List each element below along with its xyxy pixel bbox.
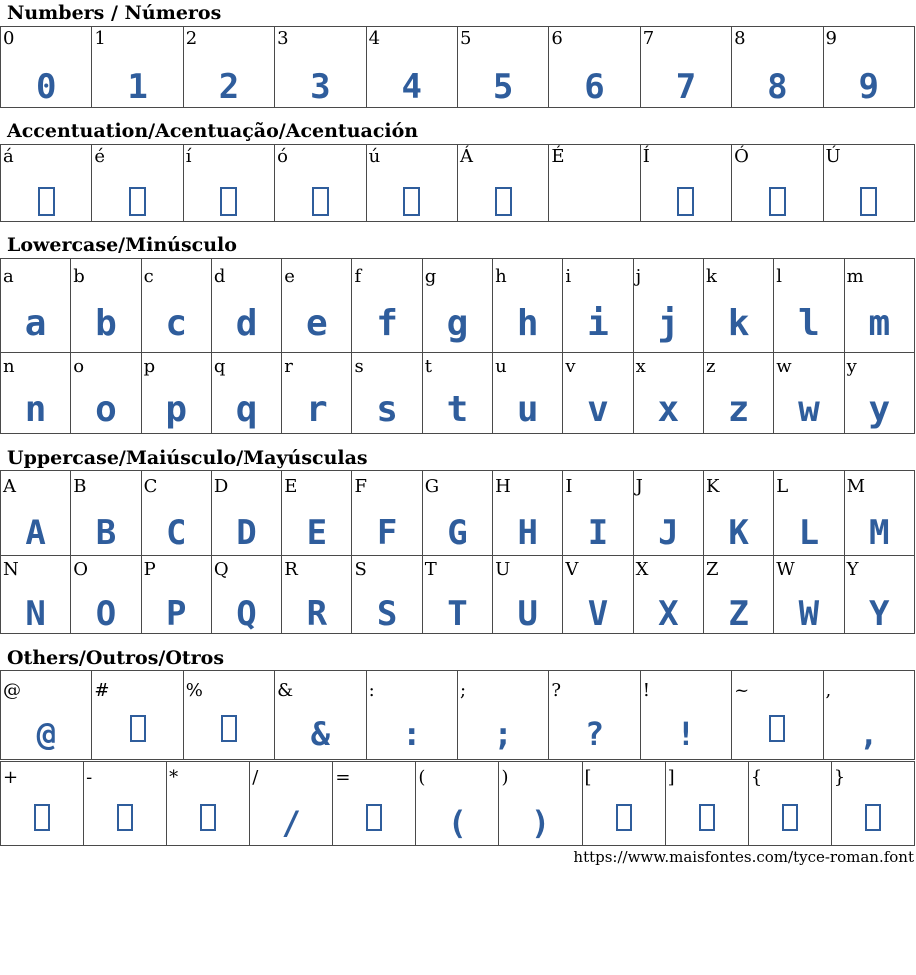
character-label: h [495,266,507,287]
character-label: G [424,476,440,497]
character-label: C [143,476,158,497]
character-label: Z [705,559,719,580]
glyph-cell [844,471,914,556]
glyph-sample: 7 [675,67,697,107]
character-label: i [565,266,572,287]
glyph-cell [582,762,665,846]
glyph-cell [71,259,141,353]
character-label: b [73,266,85,287]
glyph-cell [774,259,844,353]
character-label: f [354,266,362,287]
glyph-cell [211,353,281,434]
character-label: I [565,476,573,497]
glyph-cell [211,556,281,634]
missing-glyph-box [824,187,914,220]
character-label: R [284,559,298,580]
character-label: U [495,559,511,580]
glyph-sample: l [798,303,820,344]
glyph-sample: j [657,303,680,344]
glyph-cell [703,259,773,353]
glyph-cell [422,353,492,434]
glyph-cell [141,556,211,634]
character-label: Q [213,559,229,580]
character-label: ú [368,146,381,167]
glyph-sample: 9 [858,67,879,107]
character-label: j [635,266,642,287]
character-label: á [3,146,14,167]
glyph-cell [141,259,211,353]
character-label: Á [459,146,473,167]
glyph-sample: ( [447,804,468,842]
glyph-cell [1,762,84,846]
glyph-cell [703,556,773,634]
glyph-sample: 4 [401,67,422,107]
glyph-sample: w [798,389,820,430]
glyph-cell [563,471,633,556]
glyph-cell [1,145,92,222]
character-label: 6 [551,28,563,49]
section-title-numbers: Numbers / Números [7,2,222,24]
glyph-cell [563,556,633,634]
character-label: í [185,146,192,167]
character-label: z [705,356,716,377]
others-grid-row-2 [0,761,915,846]
character-label: K [705,476,720,497]
glyph-cell [250,762,333,846]
character-label: 1 [94,28,106,49]
glyph-sample: F [376,513,398,553]
glyph-cell [493,471,563,556]
character-label: É [551,146,565,167]
character-label: x [635,356,646,377]
glyph-sample: 3 [310,67,331,107]
glyph-cell [366,671,457,760]
section-title-lowercase: Lowercase/Minúsculo [7,234,237,256]
glyph-sample: 8 [767,67,788,107]
missing-glyph-box [749,804,831,835]
glyph-cell [633,259,703,353]
glyph-sample: R [306,594,328,634]
glyph-cell [823,671,914,760]
lowercase-grid [0,258,915,434]
glyph-sample: p [165,389,188,430]
character-label: ) [501,767,509,788]
character-label: V [565,559,579,580]
character-label: / [252,767,259,788]
glyph-cell [457,27,548,108]
glyph-cell [1,671,92,760]
character-label: c [143,266,154,287]
character-label: 7 [642,28,655,49]
glyph-cell [211,471,281,556]
glyph-sample: M [869,513,890,553]
character-label: k [705,266,717,287]
character-label: M [846,476,865,497]
glyph-cell [499,762,582,846]
glyph-sample: r [305,389,328,430]
missing-glyph-box [333,804,415,835]
glyph-sample: 5 [492,67,514,107]
character-label: ( [418,767,426,788]
glyph-cell [844,556,914,634]
grid-row [1,259,915,353]
character-label: @ [3,680,21,701]
section-title-accents: Accentuation/Acentuação/Acentuación [7,120,419,142]
uppercase-grid [0,470,915,634]
glyph-cell [640,145,731,222]
missing-glyph-box [732,187,822,220]
glyph-sample: J [658,513,679,553]
missing-glyph-box [84,804,166,835]
glyph-cell [211,259,281,353]
character-label: ~ [734,680,750,701]
missing-glyph-box [641,187,731,220]
character-label: [ [584,767,592,788]
character-label: B [73,476,87,497]
glyph-cell [183,27,274,108]
glyph-cell [141,353,211,434]
character-label: H [495,476,511,497]
character-label: J [635,476,643,497]
glyph-sample: P [166,594,187,634]
character-label: r [284,356,293,377]
character-label: w [776,356,792,377]
glyph-sample: g [446,303,469,344]
glyph-sample: ! [676,715,696,753]
glyph-sample: x [657,389,680,430]
character-label: 5 [459,28,472,49]
missing-glyph-box [732,715,822,746]
glyph-sample: C [166,513,187,553]
character-label: + [3,767,19,788]
glyph-cell [333,762,416,846]
glyph-cell [549,145,640,222]
glyph-sample: f [376,303,398,344]
glyph-sample: 2 [218,67,240,107]
glyph-cell [774,471,844,556]
glyph-sample: o [95,389,117,430]
glyph-cell [1,27,92,108]
character-label: % [185,680,203,701]
character-label: 2 [185,28,198,49]
character-label: a [3,266,14,287]
glyph-cell [282,259,352,353]
grid-row [1,27,915,108]
missing-glyph-box [367,187,457,220]
character-label: & [277,680,294,701]
glyph-sample: I [587,513,609,553]
glyph-sample: Z [728,594,749,634]
character-label: # [94,680,110,701]
grid-row [1,556,915,634]
glyph-cell [844,353,914,434]
glyph-sample: y [868,389,891,430]
character-label: y [846,356,857,377]
glyph-cell [493,556,563,634]
glyph-sample: s [376,389,398,430]
glyph-cell [732,27,823,108]
glyph-cell [493,353,563,434]
glyph-cell [549,671,640,760]
glyph-cell [457,671,548,760]
character-label: n [3,356,15,377]
glyph-sample: t [446,389,469,430]
character-label: ó [277,146,289,167]
character-label: e [284,266,295,287]
character-label: Ó [734,146,749,167]
missing-glyph-box [832,804,914,835]
glyph-cell [422,259,492,353]
character-label: 9 [825,28,837,49]
character-label: Y [846,559,859,580]
glyph-cell [1,353,71,434]
section-title-uppercase: Uppercase/Maiúsculo/Mayúsculas [7,447,368,469]
glyph-cell [416,762,499,846]
glyph-cell [183,145,274,222]
glyph-sample: W [798,594,820,634]
glyph-sample: q [235,389,258,430]
glyph-cell [831,762,914,846]
grid-row [1,671,915,760]
glyph-sample: & [310,715,330,753]
glyph-sample: D [236,513,257,553]
glyph-sample: ; [493,715,513,753]
glyph-cell [493,259,563,353]
character-label: o [73,356,85,377]
missing-glyph-box [583,804,665,835]
character-label: 3 [277,28,289,49]
glyph-cell [549,27,640,108]
character-label: T [424,559,437,580]
glyph-cell [92,145,183,222]
glyph-sample: z [727,389,750,430]
glyph-cell [275,27,366,108]
glyph-cell [633,556,703,634]
glyph-sample: 0 [35,67,57,107]
glyph-cell [282,556,352,634]
character-label: L [776,476,789,497]
glyph-cell [183,671,274,760]
missing-glyph-box [92,187,182,220]
character-label: , [825,680,832,701]
glyph-sample: @ [36,715,56,753]
glyph-cell [748,762,831,846]
character-label: 4 [368,28,381,49]
glyph-sample: : [402,715,422,753]
glyph-cell [422,471,492,556]
character-label: P [143,559,156,580]
glyph-sample: S [376,594,398,634]
character-label: p [143,356,156,377]
character-label: O [73,559,89,580]
missing-glyph-box [184,187,274,220]
grid-row [1,353,915,434]
glyph-cell [275,145,366,222]
glyph-sample: B [95,513,117,553]
glyph-sample: b [95,303,117,344]
glyph-sample: m [868,303,891,344]
glyph-cell [1,556,71,634]
glyph-cell [71,353,141,434]
glyph-sample: i [587,303,609,344]
glyph-sample: A [25,513,46,553]
glyph-sample: Y [869,594,890,634]
glyph-cell [774,556,844,634]
grid-row [1,471,915,556]
grid-row [1,145,915,222]
glyph-cell [366,145,457,222]
character-label: 0 [3,28,15,49]
glyph-sample: U [517,594,538,634]
character-label: { [750,767,763,788]
character-label: g [424,266,437,287]
glyph-cell [92,671,183,760]
glyph-sample: O [95,594,117,634]
glyph-cell [732,145,823,222]
glyph-sample: ) [530,804,551,842]
glyph-cell [703,353,773,434]
glyph-cell [84,762,167,846]
glyph-cell [71,556,141,634]
character-label: ; [459,680,467,701]
glyph-sample: K [728,513,749,553]
glyph-cell [282,471,352,556]
character-label: l [776,266,783,287]
character-label: D [213,476,229,497]
character-label: N [3,559,19,580]
character-label: v [565,356,576,377]
character-label: é [94,146,106,167]
glyph-sample: v [587,389,609,430]
character-label: u [495,356,507,377]
character-label: s [354,356,364,377]
glyph-cell [563,259,633,353]
glyph-cell [665,762,748,846]
glyph-sample: E [306,513,328,553]
missing-glyph-box [275,187,365,220]
character-label: F [354,476,367,497]
glyph-cell [703,471,773,556]
glyph-sample: u [516,389,539,430]
glyph-sample: V [587,594,609,634]
glyph-cell [457,145,548,222]
missing-glyph-box [666,804,748,835]
glyph-sample: L [798,513,820,553]
glyph-cell [275,671,366,760]
glyph-cell [422,556,492,634]
character-label: Ú [825,146,841,167]
glyph-sample: ? [584,715,605,753]
character-label: S [354,559,367,580]
character-label: - [86,767,93,788]
missing-glyph-box [167,804,249,835]
glyph-cell [640,671,731,760]
glyph-cell [732,671,823,760]
glyph-sample: n [24,389,47,430]
others-grid-row-1 [0,670,915,760]
character-label: W [776,559,795,580]
numbers-grid [0,26,915,108]
glyph-sample: T [447,594,468,634]
glyph-cell [71,471,141,556]
glyph-sample: c [165,303,188,344]
glyph-cell [352,353,422,434]
glyph-cell [141,471,211,556]
character-label: = [335,767,351,788]
character-label: X [635,559,649,580]
character-label: : [368,680,375,701]
font-source-link[interactable]: https://www.maisfontes.com/tyce-roman.font [573,848,914,866]
glyph-sample: G [447,513,468,553]
character-label: q [213,356,226,377]
glyph-sample: Q [236,594,257,634]
glyph-cell [823,145,914,222]
glyph-cell [563,353,633,434]
character-label: m [846,266,864,287]
character-label: A [3,476,16,497]
accents-grid [0,144,915,222]
glyph-sample: / [281,804,301,842]
glyph-sample: H [517,513,538,553]
glyph-sample: e [305,303,328,344]
glyph-sample: k [727,303,750,344]
missing-glyph-box [1,187,91,220]
glyph-cell [352,556,422,634]
glyph-sample: d [235,303,258,344]
character-label: 8 [734,28,746,49]
glyph-cell [1,259,71,353]
character-label: d [213,266,226,287]
glyph-cell [366,27,457,108]
glyph-cell [352,259,422,353]
missing-glyph-box [1,804,83,835]
character-label: * [169,767,179,788]
character-label: ! [642,680,650,701]
missing-glyph-box [184,715,274,746]
character-label: } [833,767,846,788]
character-label: E [284,476,298,497]
missing-glyph-box [92,715,182,746]
glyph-cell [640,27,731,108]
character-label: ] [667,767,675,788]
glyph-cell [92,27,183,108]
glyph-cell [844,259,914,353]
glyph-cell [774,353,844,434]
character-label: ? [551,680,561,701]
glyph-sample: N [25,594,46,634]
glyph-sample: h [516,303,539,344]
glyph-sample: , [859,715,879,753]
glyph-sample: a [24,303,47,344]
grid-row [1,762,915,846]
missing-glyph-box [458,187,548,220]
character-label: Í [642,146,650,167]
glyph-sample: 6 [584,67,605,107]
glyph-sample: 1 [127,67,148,107]
character-label: t [424,356,433,377]
glyph-cell [352,471,422,556]
glyph-cell [1,471,71,556]
glyph-sample: X [658,594,679,634]
glyph-cell [282,353,352,434]
glyph-cell [167,762,250,846]
section-title-others: Others/Outros/Otros [7,647,225,669]
glyph-cell [633,471,703,556]
glyph-cell [823,27,914,108]
glyph-cell [633,353,703,434]
